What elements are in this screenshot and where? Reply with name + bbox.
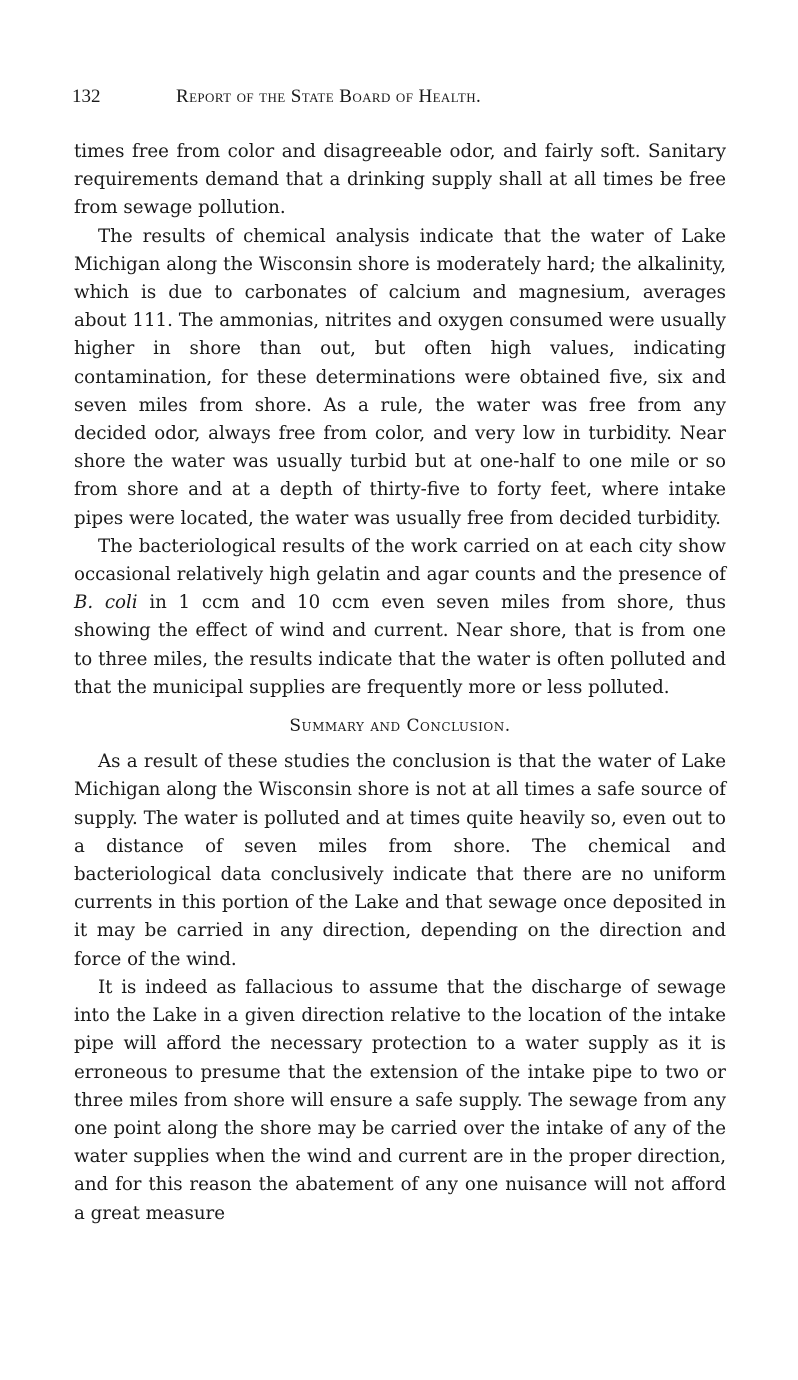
page-number: 132 — [72, 86, 101, 107]
organism-name: B. coli — [74, 592, 138, 614]
paragraph-sewage-discharge: It is indeed as fallacious to assume that the discharge of sewage into the Lake in a given direction relative to the location of the intake pipe will afford the necessary protection to a water supply as it is erroneous to presume that the extension of the intake pipe to two or three miles from shore will ensure a safe supply. The sewage from any one point along the shore may be carried over the intake of any of the water supplies when the wind and current are in the proper direction, and for this reason the abatement of any one nuisance will not afford a great measure — [74, 976, 726, 1224]
body-text — [74, 138, 726, 1228]
paragraph-text: in 1 ccm and 10 ccm even seven miles from shore, thus showing the effect of wind and current. Near shore, that is from one to three miles, the results indicate that the water is often polluted and that the municipal supplies are frequently more or less polluted. — [74, 592, 726, 698]
paragraph-chemical-analysis: The results of chemical analysis indicate that the water of Lake Michigan along the Wisconsin shore is moderately hard; the alkalinity, which is due to carbonates of calcium and magnesium, averages about 111. The ammonias, nitrites and oxygen consumed were usually higher in shore than out, but often high values, indicating contamination, for these determinations were obtained five, six and seven miles from shore. As a rule, the water was free from any decided odor, always free from color, and very low in turbidity. Near shore the water was usually turbid but at one-half to one mile or so from shore and at a depth of thirty-five to forty feet, where intake pipes were located, the water was usually free from decided turbidity. — [74, 225, 726, 529]
paragraph-text: The bacteriological results of the work carried on at each city show occasional relatively high gelatin and agar counts and the presence of — [74, 535, 726, 586]
running-title: Report of the State Board of Health. — [176, 86, 482, 107]
paragraph-continued: times free from color and disagreeable odor, and fairly soft. Sanitary requirements demand that a drinking supply shall at all times be free from sewage pollution. — [74, 141, 726, 219]
paragraph-conclusion: As a result of these studies the conclusion is that the water of Lake Michigan along the Wisconsin shore is not at all times a safe source of supply. The water is polluted and at times quite heavily so, even out to a distance of seven miles from shore. The chemical and bacteriological data conclusively indicate that there are no uniform currents in this portion of the Lake and that sewage once deposited in it may be carried in any direction, depending on the direction and force of the wind. — [74, 751, 726, 970]
page-header — [72, 86, 727, 116]
paragraph-bacteriological-results — [74, 533, 726, 702]
section-heading: Summary and Conclusion. — [289, 716, 511, 737]
